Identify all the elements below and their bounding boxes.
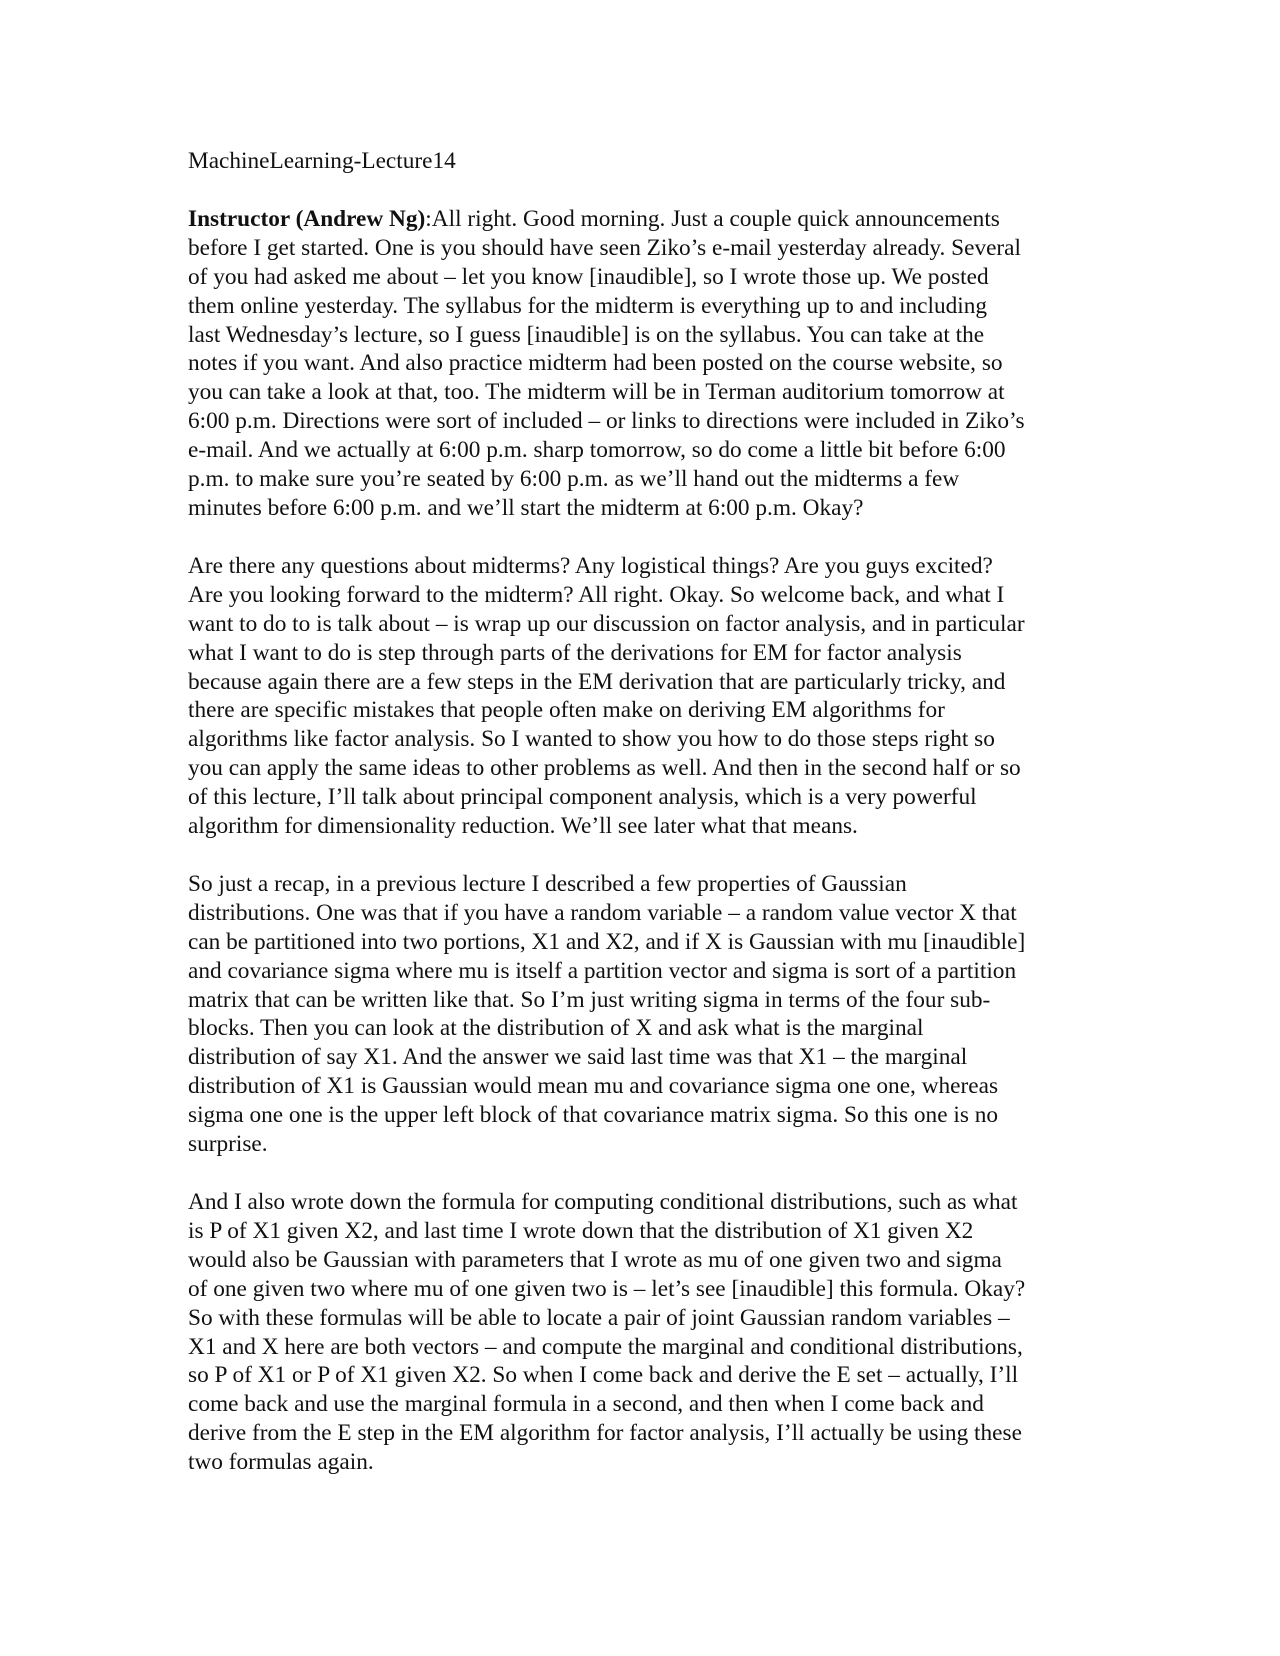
transcript-line	[188, 1448, 1088, 1477]
speaker-label: Instructor (Andrew Ng)	[188, 205, 426, 232]
transcript-paragraph	[188, 205, 1088, 523]
transcript-line	[188, 581, 1088, 610]
line-text: there are specific mistakes that people often make on deriving EM algorithms for	[188, 697, 945, 724]
line-text: e-mail. And we actually at 6:00 p.m. sharp tomorrow, so do come a little bit before 6:00	[188, 437, 1006, 464]
line-text: two formulas again.	[188, 1449, 374, 1476]
line-text: blocks. Then you can look at the distribution of X and ask what is the marginal	[188, 1015, 924, 1042]
transcript-line	[188, 378, 1088, 407]
transcript-line	[188, 1333, 1088, 1362]
line-text: of one given two where mu of one given two is – let’s see [inaudible] this formula. Okay?	[188, 1275, 1026, 1302]
line-text: And I also wrote down the formula for computing conditional distributions, such as what	[188, 1189, 1018, 1215]
line-text: algorithms like factor analysis. So I wanted to show you how to do those steps right so	[188, 726, 995, 753]
transcript-line	[188, 870, 1088, 899]
transcript-line	[188, 321, 1088, 350]
transcript-line	[188, 957, 1088, 986]
line-text: and covariance sigma where mu is itself a partition vector and sigma is sort of a partition	[188, 957, 1017, 984]
transcript-line	[188, 812, 1088, 841]
line-text: you can take a look at that, too. The midterm will be in Terman auditorium tomorrow at	[188, 379, 1005, 406]
transcript-paragraph	[188, 870, 1088, 1159]
speaker-separator: :	[425, 205, 432, 232]
transcript-line	[188, 754, 1088, 783]
transcript-line	[188, 1361, 1088, 1390]
transcript-line	[188, 349, 1088, 378]
line-text: so P of X1 or P of X1 given X2. So when I come back and derive the E set – actually, I’ll	[188, 1362, 1019, 1389]
transcript-line	[188, 783, 1088, 812]
line-text: surprise.	[188, 1131, 268, 1158]
line-text: So just a recap, in a previous lecture I described a few properties of Gaussian	[188, 870, 907, 897]
transcript-line	[188, 986, 1088, 1015]
transcript-line	[188, 725, 1088, 754]
line-text: come back and use the marginal formula in a second, and then when I come back and	[188, 1391, 984, 1418]
line-text: notes if you want. And also practice midterm had been posted on the course website, so	[188, 350, 1003, 377]
transcript-line	[188, 899, 1088, 928]
transcript-line	[188, 1188, 1088, 1217]
transcript-line	[188, 494, 1088, 523]
line-text: because again there are a few steps in the EM derivation that are particularly tricky, and	[188, 668, 1006, 695]
line-text: Are there any questions about midterms? Any logistical things? Are you guys excited?	[188, 552, 993, 579]
transcript-line	[188, 1043, 1088, 1072]
line-text: you can apply the same ideas to other problems as well. And then in the second half or so	[188, 755, 1021, 782]
line-text: distributions. One was that if you have a random variable – a random value vector X that	[188, 899, 1017, 926]
transcript-line	[188, 205, 1088, 234]
line-text: them online yesterday. The syllabus for the midterm is everything up to and including	[188, 292, 988, 319]
line-text: So with these formulas will be able to locate a pair of joint Gaussian random variables –	[188, 1304, 1010, 1331]
line-text: Are you looking forward to the midterm? All right. Okay. So welcome back, and what I	[188, 581, 1005, 608]
document-title: MachineLearning-Lecture14	[188, 148, 456, 174]
line-text: distribution of say X1. And the answer we said last time was that X1 – the marginal	[188, 1044, 968, 1071]
transcript-line	[188, 407, 1088, 436]
transcript-line	[188, 234, 1088, 263]
line-text: of you had asked me about – let you know [inaudible], so I wrote those up. We posted	[188, 263, 989, 290]
transcript-line	[188, 1304, 1088, 1333]
transcript-line	[188, 1072, 1088, 1101]
transcript-line	[188, 1419, 1088, 1448]
transcript-line	[188, 436, 1088, 465]
line-text: is P of X1 given X2, and last time I wrote down that the distribution of X1 given X2	[188, 1217, 974, 1244]
transcript-line	[188, 1217, 1088, 1246]
transcript-paragraph	[188, 1188, 1088, 1477]
line-text: matrix that can be written like that. So I’m just writing sigma in terms of the four sub-	[188, 986, 991, 1013]
line-text: distribution of X1 is Gaussian would mean mu and covariance sigma one one, whereas	[188, 1073, 999, 1100]
line-text: before I get started. One is you should have seen Ziko’s e-mail yesterday already. Several	[188, 234, 1021, 261]
line-text: sigma one one is the upper left block of that covariance matrix sigma. So this one is no	[188, 1102, 999, 1129]
transcript-line	[188, 292, 1088, 321]
transcript-line	[188, 639, 1088, 668]
transcript-line	[188, 1246, 1088, 1275]
line-text: last Wednesday’s lecture, so I guess [inaudible] is on the syllabus. You can take at the	[188, 321, 985, 348]
line-text: X1 and X here are both vectors – and compute the marginal and conditional distributions,	[188, 1333, 1023, 1360]
line-text: All right. Good morning. Just a couple quick announcements	[431, 205, 1000, 232]
line-text: derive from the E step in the EM algorithm for factor analysis, I’ll actually be using these	[188, 1420, 1022, 1447]
line-text: can be partitioned into two portions, X1 and X2, and if X is Gaussian with mu [inaudible]	[188, 928, 1026, 955]
line-text: would also be Gaussian with parameters that I wrote as mu of one given two and sigma	[188, 1246, 1002, 1273]
document-page	[188, 147, 1088, 1506]
transcript-line	[188, 928, 1088, 957]
transcript-line	[188, 1130, 1088, 1159]
line-text: p.m. to make sure you’re seated by 6:00 p.m. as we’ll hand out the midterms a few	[188, 466, 960, 493]
line-text: want to do to is talk about – is wrap up our discussion on factor analysis, and in particular	[188, 610, 1025, 637]
transcript-line	[188, 552, 1088, 581]
line-text: minutes before 6:00 p.m. and we’ll start the midterm at 6:00 p.m. Okay?	[188, 494, 864, 521]
line-text: algorithm for dimensionality reduction. We’ll see later what that means.	[188, 813, 858, 840]
transcript-line	[188, 263, 1088, 292]
transcript-line	[188, 696, 1088, 725]
transcript-line	[188, 1390, 1088, 1419]
transcript-body	[188, 205, 1088, 1477]
line-text: of this lecture, I’ll talk about principal component analysis, which is a very powerful	[188, 784, 977, 811]
transcript-line	[188, 1101, 1088, 1130]
line-text: what I want to do is step through parts of the derivations for EM for factor analysis	[188, 639, 962, 666]
transcript-line	[188, 610, 1088, 639]
transcript-paragraph	[188, 552, 1088, 841]
transcript-line	[188, 668, 1088, 697]
transcript-line	[188, 465, 1088, 494]
line-text: 6:00 p.m. Directions were sort of included – or links to directions were included in Ziko’s	[188, 408, 1025, 435]
transcript-line	[188, 1275, 1088, 1304]
transcript-line	[188, 1014, 1088, 1043]
